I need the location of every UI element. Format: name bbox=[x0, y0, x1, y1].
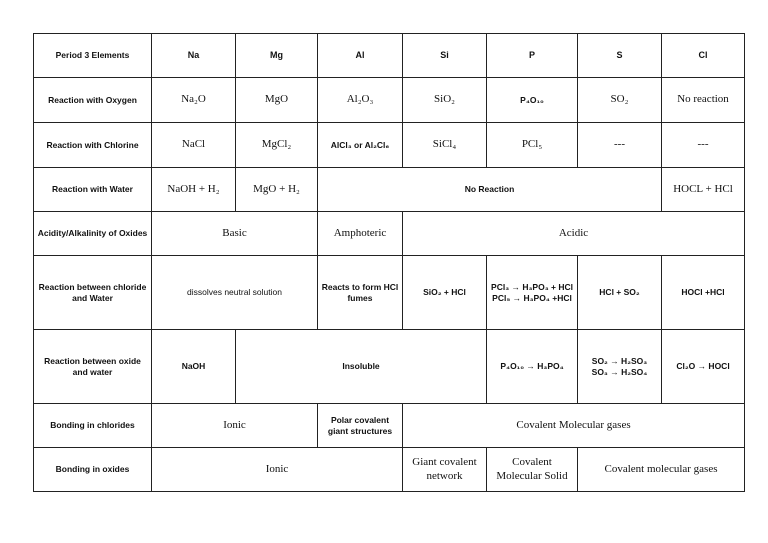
oxides-bonding-p: Covalent Molecular Solid bbox=[487, 448, 578, 492]
oxygen-cl: No reaction bbox=[662, 78, 745, 123]
oxide-water-s bbox=[578, 330, 662, 404]
oxygen-s: SO₂ bbox=[578, 78, 662, 123]
row-label-water: Reaction with Water bbox=[34, 168, 152, 212]
oxide-water-s-line1: SO₂ → H₂SO₃ bbox=[591, 355, 648, 366]
period-3-table bbox=[33, 33, 745, 492]
chlorides-bonding-covalent: Covalent Molecular gases bbox=[403, 404, 745, 448]
element-p: P bbox=[487, 34, 578, 78]
chlorine-al: AlCl₃ or Al₂Cl₆ bbox=[318, 123, 403, 168]
row-label-chlorine: Reaction with Chlorine bbox=[34, 123, 152, 168]
row-label-chloride-water: Reaction between chloride and Water bbox=[34, 256, 152, 330]
acidity-basic: Basic bbox=[152, 212, 318, 256]
chlorine-mg: MgCl₂ bbox=[236, 123, 318, 168]
row-label-acidity: Acidity/Alkalinity of Oxides bbox=[34, 212, 152, 256]
oxides-bonding-si: Giant covalent network bbox=[403, 448, 487, 492]
oxides-bonding-s-cl: Covalent molecular gases bbox=[578, 448, 745, 492]
chloride-water-p bbox=[487, 256, 578, 330]
oxygen-al: Al₂O₃ bbox=[318, 78, 403, 123]
element-mg: Mg bbox=[236, 34, 318, 78]
row-label-chlorides-bonding: Bonding in chlorides bbox=[34, 404, 152, 448]
water-cl: HOCL + HCl bbox=[662, 168, 745, 212]
acidity-acidic: Acidic bbox=[403, 212, 745, 256]
chloride-water-na-mg: dissolves neutral solution bbox=[152, 256, 318, 330]
row-water bbox=[34, 168, 745, 212]
chlorides-bonding-ionic: Ionic bbox=[152, 404, 318, 448]
chloride-water-al: Reacts to form HCl fumes bbox=[318, 256, 403, 330]
chloride-water-cl: HOCl +HCl bbox=[662, 256, 745, 330]
oxide-water-cl: Cl₂O → HOCl bbox=[662, 330, 745, 404]
oxides-bonding-ionic: Ionic bbox=[152, 448, 403, 492]
row-label-oxygen: Reaction with Oxygen bbox=[34, 78, 152, 123]
chlorine-si: SiCl₄ bbox=[403, 123, 487, 168]
row-chloride-water bbox=[34, 256, 745, 330]
element-si: Si bbox=[403, 34, 487, 78]
row-oxide-water bbox=[34, 330, 745, 404]
water-na: NaOH + H₂ bbox=[152, 168, 236, 212]
chloride-water-p-line2: PCl₅ → H₃PO₄ +HCl bbox=[492, 292, 572, 303]
oxygen-na: Na₂O bbox=[152, 78, 236, 123]
chloride-water-p-line1: PCl₃ → H₃PO₃ + HCl bbox=[491, 281, 573, 292]
chlorine-s: --- bbox=[578, 123, 662, 168]
acidity-amphoteric: Amphoteric bbox=[318, 212, 403, 256]
chlorides-bonding-al: Polar covalent giant structures bbox=[318, 404, 403, 448]
oxide-water-na: NaOH bbox=[152, 330, 236, 404]
row-oxides-bonding bbox=[34, 448, 745, 492]
chloride-water-si: SiO₂ + HCl bbox=[403, 256, 487, 330]
element-na: Na bbox=[152, 34, 236, 78]
oxygen-si: SiO₂ bbox=[403, 78, 487, 123]
oxide-water-s-line2: SO₃ → H₂SO₄ bbox=[591, 366, 648, 377]
element-al: Al bbox=[318, 34, 403, 78]
water-no-reaction: No Reaction bbox=[318, 168, 662, 212]
water-mg: MgO + H₂ bbox=[236, 168, 318, 212]
row-chlorine bbox=[34, 123, 745, 168]
header-label: Period 3 Elements bbox=[34, 34, 152, 78]
element-cl: Cl bbox=[662, 34, 745, 78]
chlorine-p: PCl₅ bbox=[487, 123, 578, 168]
chloride-water-s: HCl + SO₂ bbox=[578, 256, 662, 330]
oxide-water-p: P₄O₁₀ → H₃PO₄ bbox=[487, 330, 578, 404]
element-s: S bbox=[578, 34, 662, 78]
oxygen-mg: MgO bbox=[236, 78, 318, 123]
chlorine-na: NaCl bbox=[152, 123, 236, 168]
row-label-oxide-water: Reaction between oxide and water bbox=[34, 330, 152, 404]
oxygen-p: P₄O₁₀ bbox=[487, 78, 578, 123]
row-label-oxides-bonding: Bonding in oxides bbox=[34, 448, 152, 492]
row-acidity bbox=[34, 212, 745, 256]
oxide-water-insoluble: Insoluble bbox=[236, 330, 487, 404]
chlorine-cl: --- bbox=[662, 123, 745, 168]
header-row bbox=[34, 34, 745, 78]
row-chlorides-bonding bbox=[34, 404, 745, 448]
row-oxygen bbox=[34, 78, 745, 123]
